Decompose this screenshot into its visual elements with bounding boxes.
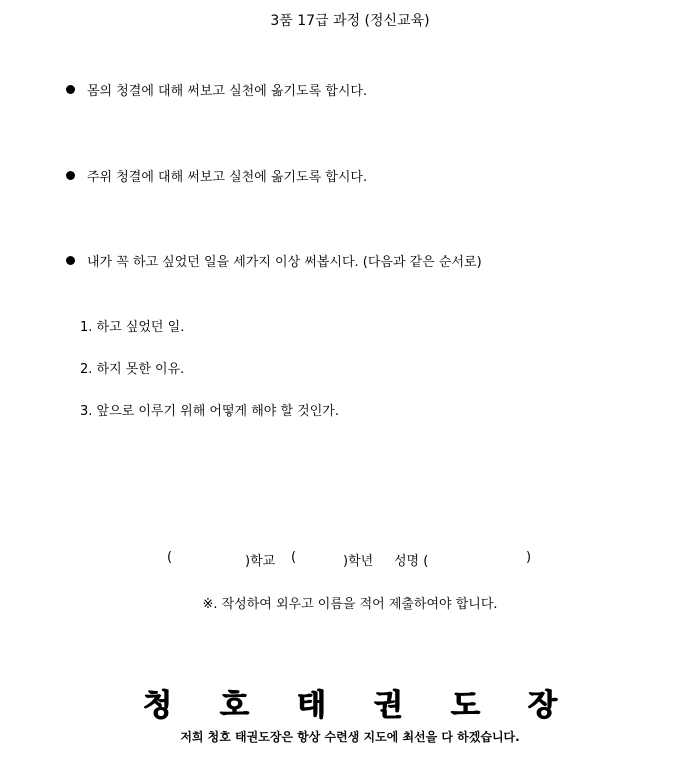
bullet-text: 주위 청결에 대해 써보고 실천에 옮기도록 합시다.	[87, 170, 368, 185]
school-label[interactable]: )학교	[245, 554, 276, 569]
bullet-item-wishes	[66, 251, 482, 270]
bullet-dot-icon	[66, 256, 75, 265]
bullet-item-surroundings-cleanliness	[66, 166, 367, 185]
school-name-char: 도	[450, 688, 480, 723]
numbered-item-1: 1. 하고 싶었던 일.	[80, 320, 185, 335]
numbered-item-3: 3. 앞으로 이루기 위해 어떻게 해야 할 것인가.	[80, 404, 339, 419]
bullet-item-body-cleanliness	[66, 80, 367, 99]
school-name-char: 청	[143, 688, 173, 723]
school-open-paren: (	[167, 550, 173, 565]
bullet-text: 내가 꼭 하고 싶었던 일을 세가지 이상 써봅시다. (다음과 같은 순서로)	[87, 255, 482, 270]
grade-label[interactable]: )학년	[343, 554, 374, 569]
school-name-char: 태	[297, 688, 326, 723]
submission-notice: ※. 작성하여 외우고 이름을 적어 제출하여야 합니다.	[202, 597, 498, 612]
name-label[interactable]: 성명 (	[394, 554, 429, 569]
grade-open-paren: (	[291, 550, 297, 565]
numbered-item-2: 2. 하지 못한 이유.	[80, 362, 185, 377]
name-close-paren: )	[526, 550, 532, 565]
school-name-char: 장	[527, 688, 557, 723]
page-title: 3품 17급 과정 (정신교육)	[270, 13, 430, 29]
school-name-char: 호	[220, 688, 250, 723]
bullet-dot-icon	[66, 171, 75, 180]
bullet-dot-icon	[66, 85, 75, 94]
school-name-char: 권	[374, 688, 403, 723]
bullet-text: 몸의 청결에 대해 써보고 실천에 옮기도록 합시다.	[87, 84, 368, 99]
school-slogan: 저희 청호 태권도장은 항상 수련생 지도에 최선을 다 하겠습니다.	[180, 730, 520, 744]
school-name-logo	[0, 680, 700, 724]
